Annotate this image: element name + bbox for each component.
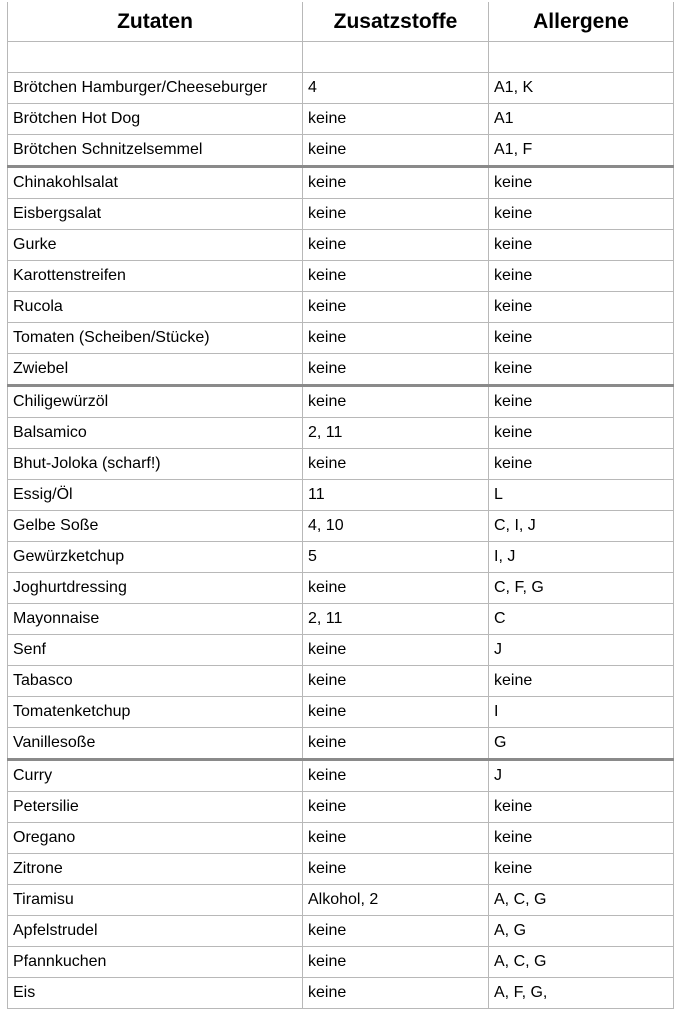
cell-zutat: Tiramisu [8, 885, 303, 916]
table-row [8, 73, 674, 104]
cell-allergene: C, F, G [489, 573, 674, 604]
cell-allergene: J [489, 760, 674, 792]
cell-allergene: A, C, G [489, 947, 674, 978]
table-row [8, 697, 674, 728]
cell-allergene: C [489, 604, 674, 635]
cell-allergene: G [489, 728, 674, 760]
table-row [8, 978, 674, 1009]
table-row [8, 511, 674, 542]
table-row [8, 261, 674, 292]
cell-zusatzstoffe: 4 [303, 73, 489, 104]
cell-allergene: keine [489, 167, 674, 199]
cell-allergene: keine [489, 292, 674, 323]
cell-zutat: Essig/Öl [8, 480, 303, 511]
cell-zusatzstoffe: keine [303, 323, 489, 354]
cell-zutat: Pfannkuchen [8, 947, 303, 978]
cell-zusatzstoffe: keine [303, 978, 489, 1009]
cell-zusatzstoffe: keine [303, 386, 489, 418]
cell-allergene: keine [489, 418, 674, 449]
table-row [8, 916, 674, 947]
cell-zusatzstoffe: 11 [303, 480, 489, 511]
cell-zusatzstoffe: keine [303, 666, 489, 697]
table-row [8, 792, 674, 823]
column-header-zusatzstoffe: Zusatzstoffe [303, 2, 489, 42]
cell-zusatzstoffe: keine [303, 916, 489, 947]
table-row [8, 666, 674, 697]
cell-zusatzstoffe: keine [303, 947, 489, 978]
cell-allergene: A1, F [489, 135, 674, 167]
table-row [8, 323, 674, 354]
table-row [8, 947, 674, 978]
cell-allergene: keine [489, 386, 674, 418]
cell-zutat: Bhut-Joloka (scharf!) [8, 449, 303, 480]
cell-zutat: Balsamico [8, 418, 303, 449]
cell-zutat: Gurke [8, 230, 303, 261]
cell-allergene: keine [489, 261, 674, 292]
cell-zusatzstoffe: keine [303, 167, 489, 199]
cell-zusatzstoffe: 5 [303, 542, 489, 573]
cell-allergene: I [489, 697, 674, 728]
cell-zutat: Apfelstrudel [8, 916, 303, 947]
cell-zusatzstoffe: keine [303, 823, 489, 854]
cell-allergene: A, C, G [489, 885, 674, 916]
cell-allergene: keine [489, 823, 674, 854]
cell-zusatzstoffe: keine [303, 728, 489, 760]
table-row [8, 542, 674, 573]
empty-cell [8, 42, 303, 73]
cell-allergene: A, F, G, [489, 978, 674, 1009]
cell-zusatzstoffe: Alkohol, 2 [303, 885, 489, 916]
cell-zusatzstoffe: keine [303, 292, 489, 323]
cell-zusatzstoffe: keine [303, 261, 489, 292]
cell-zusatzstoffe: 4, 10 [303, 511, 489, 542]
cell-zutat: Mayonnaise [8, 604, 303, 635]
cell-zutat: Rucola [8, 292, 303, 323]
table-row [8, 292, 674, 323]
cell-allergene: keine [489, 792, 674, 823]
cell-allergene: keine [489, 854, 674, 885]
table-row [8, 823, 674, 854]
table-row [8, 199, 674, 230]
cell-zutat: Chiligewürzöl [8, 386, 303, 418]
cell-zutat: Zwiebel [8, 354, 303, 386]
cell-allergene: keine [489, 449, 674, 480]
cell-zusatzstoffe: keine [303, 573, 489, 604]
cell-zusatzstoffe: keine [303, 449, 489, 480]
cell-zutat: Tabasco [8, 666, 303, 697]
table-row [8, 604, 674, 635]
cell-zusatzstoffe: keine [303, 354, 489, 386]
cell-zusatzstoffe: keine [303, 792, 489, 823]
cell-zutat: Curry [8, 760, 303, 792]
cell-zusatzstoffe: keine [303, 854, 489, 885]
table-row [8, 885, 674, 916]
cell-allergene: L [489, 480, 674, 511]
cell-zutat: Gewürzketchup [8, 542, 303, 573]
cell-zusatzstoffe: keine [303, 104, 489, 135]
table-row [8, 386, 674, 418]
cell-zusatzstoffe: 2, 11 [303, 604, 489, 635]
table-body [8, 42, 674, 1009]
table-row [8, 230, 674, 261]
cell-zusatzstoffe: keine [303, 635, 489, 666]
cell-allergene: I, J [489, 542, 674, 573]
cell-allergene: C, I, J [489, 511, 674, 542]
cell-zusatzstoffe: keine [303, 135, 489, 167]
empty-cell [489, 42, 674, 73]
table-row [8, 167, 674, 199]
table-row [8, 728, 674, 760]
cell-allergene: J [489, 635, 674, 666]
cell-zutat: Gelbe Soße [8, 511, 303, 542]
empty-cell [303, 42, 489, 73]
cell-zutat: Eis [8, 978, 303, 1009]
cell-zusatzstoffe: keine [303, 760, 489, 792]
cell-zutat: Karottenstreifen [8, 261, 303, 292]
table-row [8, 354, 674, 386]
cell-allergene: keine [489, 230, 674, 261]
cell-zusatzstoffe: keine [303, 230, 489, 261]
table-row [8, 418, 674, 449]
table-row [8, 573, 674, 604]
table-row [8, 854, 674, 885]
table-row [8, 135, 674, 167]
column-header-zutaten: Zutaten [8, 2, 303, 42]
table-row [8, 104, 674, 135]
cell-zutat: Tomaten (Scheiben/Stücke) [8, 323, 303, 354]
cell-zutat: Vanillesoße [8, 728, 303, 760]
cell-allergene: A1, K [489, 73, 674, 104]
table-row [8, 635, 674, 666]
cell-allergene: A1 [489, 104, 674, 135]
cell-allergene: keine [489, 323, 674, 354]
cell-zusatzstoffe: keine [303, 199, 489, 230]
cell-zutat: Eisbergsalat [8, 199, 303, 230]
ingredients-table [7, 2, 674, 1009]
cell-allergene: keine [489, 354, 674, 386]
cell-zutat: Zitrone [8, 854, 303, 885]
cell-zutat: Brötchen Hot Dog [8, 104, 303, 135]
table-row [8, 449, 674, 480]
cell-zusatzstoffe: keine [303, 697, 489, 728]
cell-zutat: Oregano [8, 823, 303, 854]
cell-zutat: Joghurtdressing [8, 573, 303, 604]
table-row [8, 480, 674, 511]
cell-zutat: Tomatenketchup [8, 697, 303, 728]
cell-allergene: A, G [489, 916, 674, 947]
cell-allergene: keine [489, 199, 674, 230]
cell-zutat: Senf [8, 635, 303, 666]
header-row [8, 2, 674, 42]
table-row [8, 760, 674, 792]
cell-zutat: Brötchen Schnitzelsemmel [8, 135, 303, 167]
cell-zutat: Chinakohlsalat [8, 167, 303, 199]
column-header-allergene: Allergene [489, 2, 674, 42]
cell-zutat: Petersilie [8, 792, 303, 823]
cell-zutat: Brötchen Hamburger/Cheeseburger [8, 73, 303, 104]
cell-zusatzstoffe: 2, 11 [303, 418, 489, 449]
cell-allergene: keine [489, 666, 674, 697]
empty-row [8, 42, 674, 73]
